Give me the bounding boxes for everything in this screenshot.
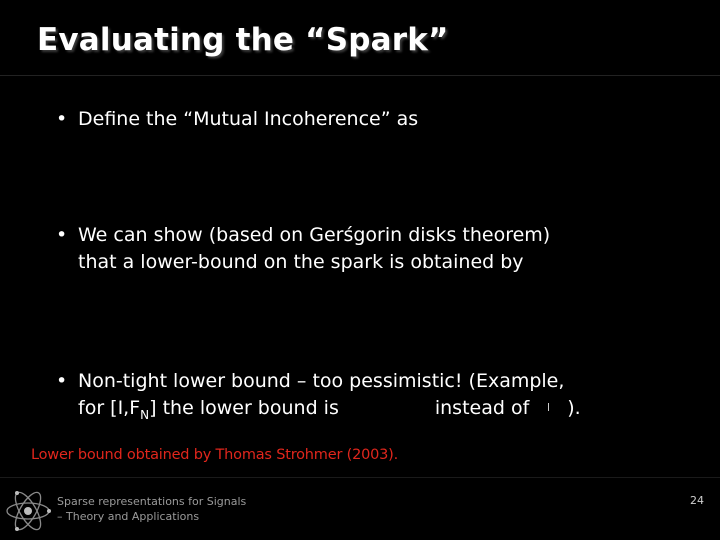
footer-course-title bbox=[57, 494, 246, 524]
example-mid: ] the lower bound is bbox=[149, 397, 339, 419]
title-divider bbox=[0, 75, 720, 76]
bullet-line: We can show (based on Gerśgorin disks theorem) bbox=[78, 224, 551, 246]
footer-line: Sparse representations for Signals bbox=[57, 495, 247, 508]
page-number: 24 bbox=[690, 494, 704, 507]
example-subscript: N bbox=[140, 408, 150, 422]
example-mid2: instead of bbox=[434, 397, 530, 419]
formula-mark bbox=[548, 403, 549, 411]
bullet-dot: • bbox=[56, 108, 68, 130]
bullet-text: Define the “Mutual Incoherence” as bbox=[78, 108, 419, 130]
bullet-dot: • bbox=[56, 370, 68, 392]
example-prefix: for [I,F bbox=[78, 397, 141, 419]
bullet-line: that a lower-bound on the spark is obtained by bbox=[78, 251, 524, 273]
example-end: ). bbox=[567, 397, 581, 419]
footer-line: – Theory and Applications bbox=[57, 510, 200, 523]
bullet-text-block bbox=[78, 222, 550, 276]
bullet-line-example bbox=[78, 395, 581, 424]
atom-logo-icon bbox=[3, 485, 53, 537]
slide-title: Evaluating the “Spark” bbox=[37, 22, 449, 58]
bullet-text-block bbox=[78, 368, 581, 424]
bullet-dot: • bbox=[56, 224, 68, 246]
bullet-line: Non-tight lower bound – too pessimistic! (Example, bbox=[78, 370, 565, 392]
attribution-note: Lower bound obtained by Thomas Strohmer (2003). bbox=[31, 447, 399, 463]
formula-placeholder bbox=[529, 395, 567, 422]
footer-divider bbox=[0, 477, 720, 478]
